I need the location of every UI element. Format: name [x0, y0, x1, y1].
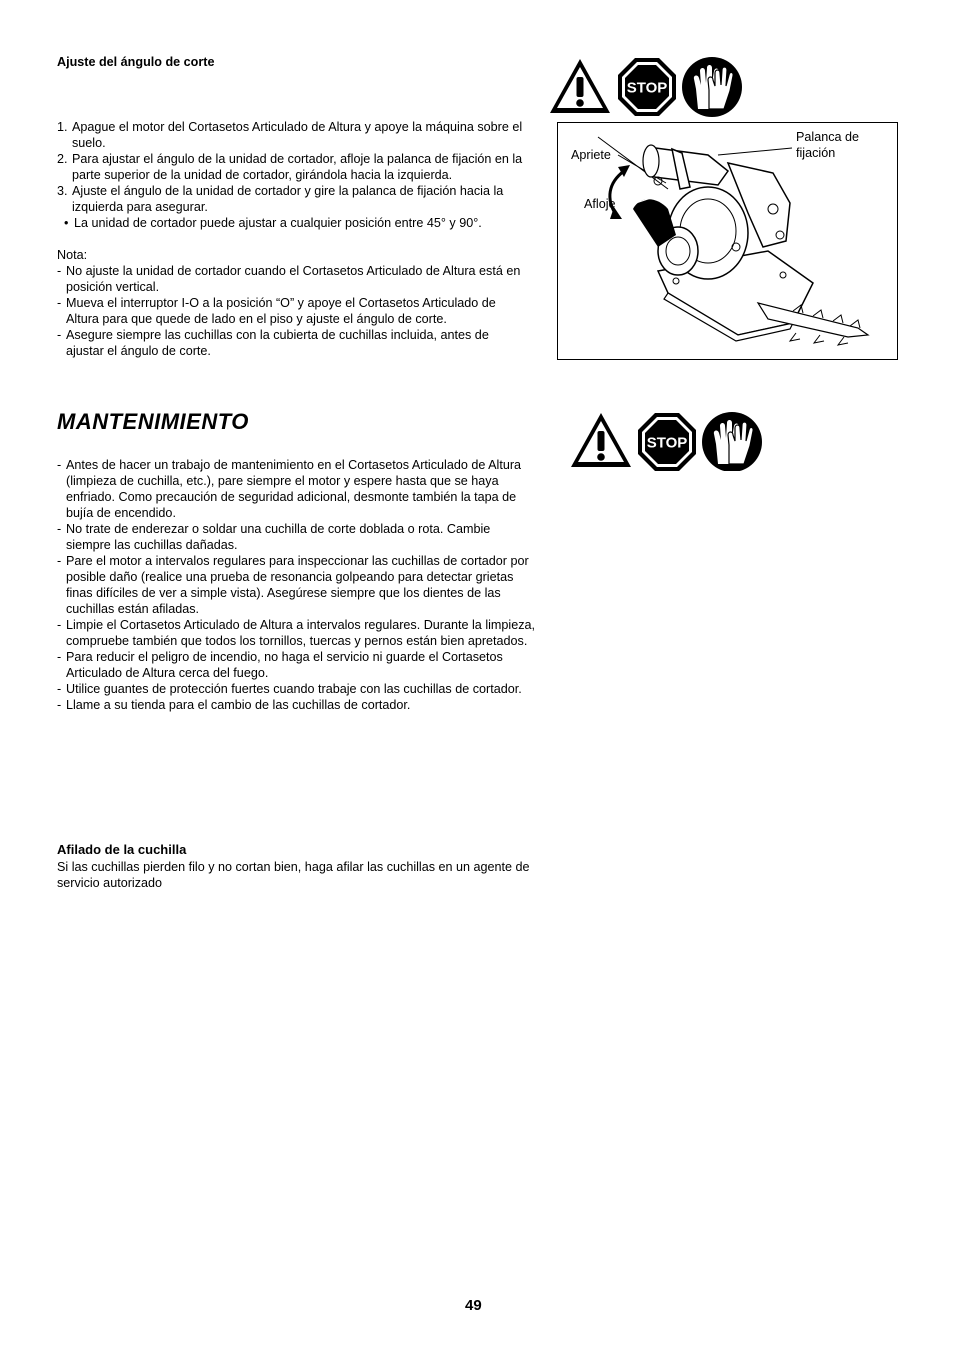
list-item: - No trate de enderezar o soldar una cuchilla de corte doblada o rota. Cambie siempre las cuchillas dañadas.: [57, 522, 491, 552]
svg-text:STOP: STOP: [626, 79, 668, 97]
page-number: 49: [465, 1297, 482, 1314]
gloves-icon: [682, 57, 742, 117]
warning-triangle-icon: [550, 59, 610, 113]
maintenance-list: [57, 457, 537, 713]
steps-list: [57, 119, 532, 231]
bullet-item: • La unidad de cortador puede ajustar a cualquier posición entre 45° y 90°.: [64, 216, 482, 230]
warning-icons-top: [549, 57, 744, 117]
figure-cutter-adjustment: [557, 122, 898, 360]
note-item: - Asegure siempre las cuchillas con la cubierta de cuchillas incluida, antes de ajustar el ángulo de corte.: [57, 328, 489, 358]
svg-text:STOP: STOP: [646, 434, 688, 452]
note-item: - No ajuste la unidad de cortador cuando el Cortasetos Articulado de Altura está en posición vertical.: [57, 264, 521, 294]
note-item: - Mueva el interruptor I-O a la posición “O” y apoye el Cortasetos Articulado de Altura para que quede de lado en el piso y ajuste el ángulo de corte.: [57, 296, 496, 326]
step-item: 2. Para ajustar el ángulo de la unidad de cortador, afloje la palanca de fijación en la parte superior de la unidad de cortador, girándola hacia la izquierda.: [57, 152, 523, 182]
notes-list: [57, 263, 527, 359]
gloves-icon: [702, 412, 762, 471]
label-loosen: Afloje: [584, 197, 616, 211]
note-label: Nota:: [57, 248, 88, 262]
list-item: - Limpie el Cortasetos Articulado de Altura a intervalos regulares. Durante la limpieza, compruebe también que todos los tornillos, tuercas y pernos están bien apretados.: [57, 618, 536, 648]
list-item: - Utilice guantes de protección fuertes cuando trabaje con las cuchillas de cortador.: [57, 682, 522, 696]
label-tighten: Apriete: [571, 148, 611, 162]
list-item: - Antes de hacer un trabajo de mantenimiento en el Cortasetos Articulado de Altura (limpieza de cuchilla, etc.), pare siempre el motor y espere hasta que se haya enfriado. Como precaución de seguridad adicional, desmonte también la tapa de bujía de encendido.: [57, 458, 522, 520]
sharpening-text: Si las cuchillas pierden filo y no cortan bien, haga afilar las cuchillas en un agente de servicio autorizado: [57, 860, 530, 890]
list-item: - Para reducir el peligro de incendio, no haga el servicio ni guarde el Cortasetos Articulado de Altura cerca del fuego.: [57, 650, 503, 680]
list-item: - Pare el motor a intervalos regulares para inspeccionar las cuchillas de cortador por posible daño (realice una prueba de resonancia golpeando para detectar grietas finas difíciles de ver a simple vista). Asegúrese siempre que los dientes de las cuchillas están afiladas.: [57, 554, 529, 616]
stop-sign-icon: [618, 58, 676, 116]
label-lever-line2: fijación: [796, 146, 836, 160]
step-item: 1. Apague el motor del Cortasetos Articulado de Altura y apoye la máquina sobre el suelo.: [57, 120, 523, 150]
list-item: - Llame a su tienda para el cambio de las cuchillas de cortador.: [57, 698, 411, 712]
maintenance-title: MANTENIMIENTO: [57, 409, 249, 434]
step-item: 3. Ajuste el ángulo de la unidad de cortador y gire la palanca de fijación hacia la izquierda para asegurar.: [57, 184, 504, 214]
label-lever-line1: Palanca de: [796, 130, 860, 144]
sharpening-heading: Afilado de la cuchilla: [57, 842, 187, 857]
warning-triangle-icon: [571, 413, 631, 467]
section-heading-cutting-angle: Ajuste del ángulo de corte: [57, 55, 215, 69]
stop-sign-icon: [638, 413, 696, 471]
warning-icons-maintenance: [570, 411, 765, 471]
